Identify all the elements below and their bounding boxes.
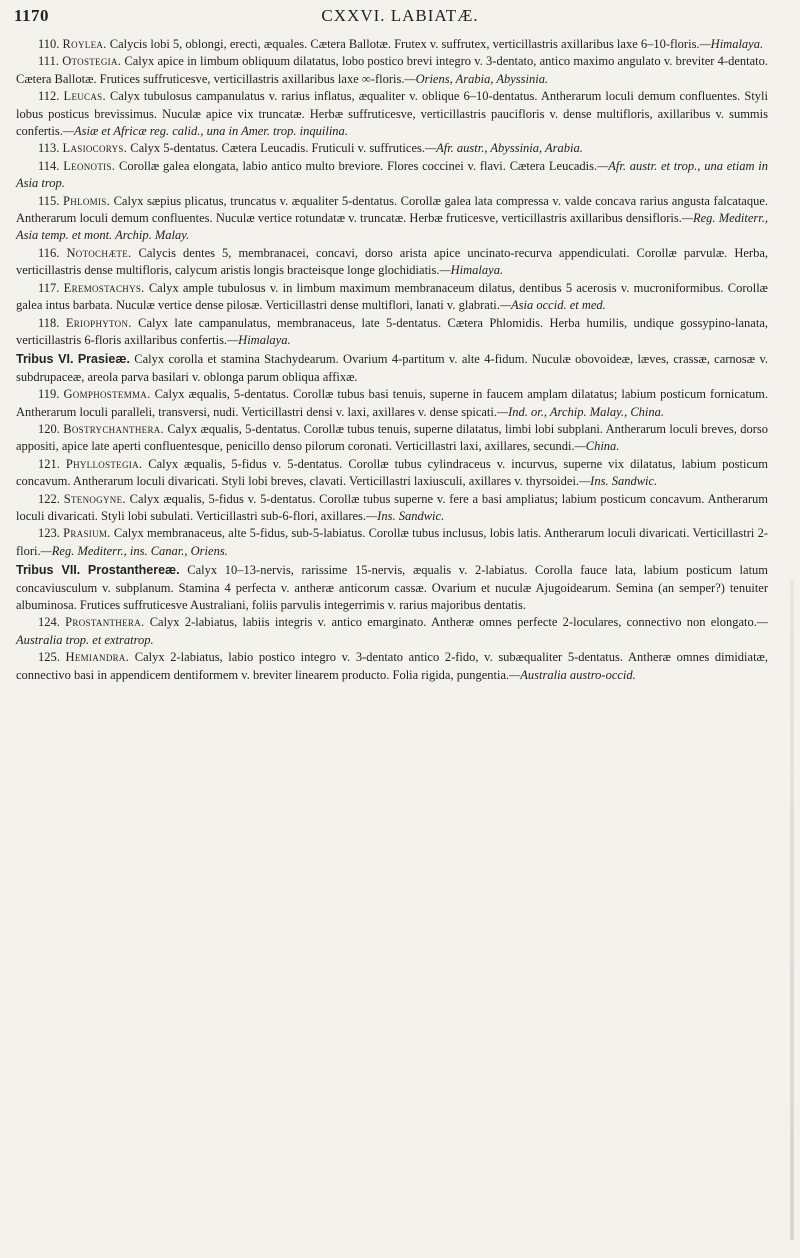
genus-paragraph [16, 315, 768, 350]
genus-name: Roylea. [62, 37, 107, 51]
distribution-text: —Australia trop. et extratrop. [16, 615, 769, 647]
genus-paragraph [16, 140, 768, 157]
description-text: Calyx æqualis, 5-dentatus. Corollæ tubus basi tenuis, superne in faucem amplam dilatatus; labium posticum fornicatum. Antherarum loculi paralleli, transversi, nudi. Verticillastri densi v. laxi, axillares v. dense spicati. [16, 387, 769, 419]
genus-paragraph [16, 53, 768, 88]
tribe-number: Tribus VII. [16, 563, 81, 578]
genus-paragraph [16, 193, 768, 245]
description-text: Calyx æqualis, 5-dentatus. Corollæ tubus tenuis, superne dilatatus, limbi lobi subplani. Antherarum loculi breves, dorso appositi, apice late aperti confluentesque, penicillo denso pilorum coronati. Verticillastri laxi, axillares, secundi. [16, 421, 768, 454]
genus-paragraph [16, 386, 768, 421]
genus-number: 125. [38, 650, 60, 665]
tribe-paragraph [16, 562, 768, 614]
distribution-text: —Oriens, Arabia, Abyssinia. [404, 71, 549, 86]
genus-name: Leucas. [63, 89, 106, 104]
distribution-text: —Himalaya. [699, 37, 764, 51]
description-text: Calyx æqualis, 5-fidus v. 5-dentatus. Corollæ tubus superne v. fere a basi ampliatus; labium posticum concavum. Antherarum loculi divaricati. Styli lobi subulati. Verticillastri sub-6-flori, axillares. [16, 491, 769, 523]
description-text: Calycis dentes 5, membranacei, concavi, dorso arista apice uncinato-recurva appendiculati. Corollæ parvulæ. Herba, verticillastris dense multifloris, calycum aristis longis bracteisque longe glochidiatis. [16, 245, 768, 278]
description-text: Calyx 2-labiatus, labiis integris v. antico emarginato. Antheræ omnes perfecte 2-loculares, connectivo non elongato. [149, 615, 757, 630]
distribution-text: —Reg. Mediterr., Asia temp. et mont. Archip. Malay. [16, 211, 768, 243]
genus-paragraph [16, 614, 768, 649]
description-text: Calyx corolla et stamina Stachydearum. Ovarium 4-partitum v. alte 4-fidum. Nuculæ obovoideæ, læves, crassæ, carnosæ v. subdrupaceæ, areola parva basilari v. oblonga parum obliqua affixæ. [16, 352, 769, 384]
description-text: Calyx æqualis, 5-fidus v. 5-dentatus. Corollæ tubus cylindraceus v. incurvus, superne vix dilatatus, labium posticum concavum. Antherarum loculi divaricati. Styli lobi breves, clavati. Verticillastri laxiusculi, axillares v. thyrsoidei. [16, 456, 769, 489]
description-text: Calyx apice in limbum obliquum dilatatus, lobo postico brevi integro v. 3-dentato, antico maximo angulato v. breviter 4-dentato. Cætera Ballotæ. Frutices suffruticesve, verticillastris axillaribus laxe ∞-floris. [16, 54, 769, 86]
genus-name: Lasiocorys. [62, 141, 128, 156]
genus-name: Prostanthera. [65, 615, 145, 630]
genus-number: 117. [38, 280, 60, 295]
genus-paragraph [16, 245, 768, 280]
distribution-text: —Ins. Sandwic. [579, 474, 658, 489]
genus-name: Hemiandra. [65, 650, 130, 665]
genus-number: 111. [38, 54, 59, 69]
distribution-text: —Australia austro-occid. [509, 667, 636, 682]
description-text: Calyx tubulosus campanulatus v. rarius inflatus, æqualiter v. oblique 6–10-dentatus. Antherarum loculi demum confluentes. Styli lobus posticus brevissimus. Nuculæ apice vix truncatæ. Herbæ suffruticesve, verticillastris paucifloris v. dense multifloris, axillaribus v. summis confertis. [16, 89, 768, 139]
distribution-text: —Afr. austr., Abyssinia, Arabia. [424, 141, 583, 156]
genus-number: 123. [38, 526, 60, 541]
distribution-text: —Reg. Mediterr., ins. Canar., Oriens. [40, 543, 228, 558]
genus-number: 119. [38, 387, 60, 402]
page-body [16, 36, 768, 684]
genus-paragraph [16, 421, 768, 456]
page-edge-shadow [790, 580, 794, 1240]
genus-number: 116. [38, 245, 60, 260]
description-text: Calyx sæpius plicatus, truncatus v. æqualiter 5-dentatus. Corollæ galea lata compressa v. valde concava rarius angusta falcataque. Antherarum loculi demum confluentes. Nuculæ vertice rotundatæ v. truncatæ. Herbæ fruticesve, verticillastris axillaribus densifloris. [16, 193, 769, 226]
description-text: Calyx membranaceus, alte 5-fidus, sub-5-labiatus. Corollæ tubus inclusus, lobis latis. Antherarum loculi divaricati. Verticillastri 2-flori. [16, 526, 768, 558]
genus-number: 115. [38, 193, 60, 208]
tribe-number: Tribus VI. [16, 352, 74, 367]
genus-number: 120. [38, 421, 60, 436]
distribution-text: —Asiæ et Africæ reg. calid., una in Amer. trop. inquilina. [62, 124, 348, 139]
genus-name: Gomphostemma. [63, 387, 151, 402]
genus-paragraph [16, 36, 768, 53]
genus-paragraph [16, 280, 768, 315]
distribution-text: —Ind. or., Archip. Malay., China. [497, 404, 665, 419]
description-text: Corollæ galea elongata, labio antico multo breviore. Flores coccinei v. flavi. Cætera Leucadis. [118, 158, 598, 173]
genus-number: 122. [38, 491, 60, 506]
page-number: 1170 [14, 6, 50, 25]
genus-paragraph [16, 525, 768, 560]
genus-name: Phyllostegia. [65, 456, 143, 471]
page-header [0, 6, 800, 28]
genus-name: Eriophyton. [65, 315, 132, 330]
genus-name: Eremostachys. [63, 280, 145, 295]
chapter-title: CXXVI. LABIATÆ. [321, 6, 479, 25]
distribution-text: —Himalaya. [439, 263, 504, 278]
genus-name: Stenogyne. [63, 491, 126, 506]
genus-name: Phlomis. [63, 193, 110, 208]
distribution-text: —China. [574, 439, 620, 454]
description-text: Calyx ample tubulosus v. in limbum maximum membranaceum dilatus, dentibus 5 acerosis v. mucroniformibus. Corollæ galea intus barbata. Nuculæ vertice dense pilosæ. Verticillastri dense multiflori, lanati v. glabrati. [16, 280, 769, 313]
genus-number: 113. [38, 141, 60, 156]
genus-name: Leonotis. [63, 158, 116, 173]
genus-name: Notochæte. [66, 245, 132, 260]
genus-paragraph [16, 158, 768, 193]
genus-paragraph [16, 649, 768, 684]
description-text: Calyx late campanulatus, membranaceus, late 5-dentatus. Cætera Phlomidis. Herba humilis, undique gossypino-lanata, verticillastris 6-floris axillaribus confertis. [16, 315, 768, 347]
description-text: Calycis lobi 5, oblongi, erecti, æquales. Cætera Ballotæ. Frutex v. suffrutex, verticillastris axillaribus laxe 6–10-floris. [109, 37, 700, 51]
genus-number: 114. [38, 158, 60, 173]
description-text: Calyx 5-dentatus. Cætera Leucadis. Fruticuli v. suffrutices. [130, 141, 425, 156]
genus-name: Bostrychanthera. [63, 421, 164, 436]
genus-number: 121. [38, 456, 60, 471]
description-text: Calyx 2-labiatus, labio postico integro v. 3-dentato antico 2-fido, v. subæqualiter 5-dentatus. Antheræ omnes dimidiatæ, connectivo basi in appendicem dentiformem v. breviter linearem producto. Folia rigida, pungentia. [16, 650, 768, 682]
distribution-text: —Asia occid. et med. [499, 298, 606, 313]
tribe-name: Prostanthereæ. [87, 563, 180, 578]
genus-number: 124. [38, 615, 60, 630]
genus-name: Prasium. [63, 526, 111, 541]
genus-paragraph [16, 456, 768, 491]
distribution-text: —Afr. austr. et trop., una etiam in Asia trop. [16, 158, 769, 191]
genus-number: 112. [38, 89, 60, 104]
genus-number: 110. [38, 37, 60, 51]
genus-paragraph [16, 491, 768, 526]
genus-number: 118. [38, 315, 60, 330]
genus-name: Otostegia. [62, 54, 122, 69]
distribution-text: —Himalaya. [227, 332, 291, 347]
genus-paragraph [16, 88, 768, 140]
tribe-name: Prasieæ. [77, 352, 130, 367]
distribution-text: —Ins. Sandwic. [366, 508, 445, 523]
tribe-paragraph [16, 351, 768, 386]
description-text: Calyx 10–13-nervis, rarissime 15-nervis, æqualis v. 2-labiatus. Corolla fauce lata, labium posticum latum concaviusculum v. subplanum. Stamina 4 perfecta v. antheræ anticorum cassæ. Ovarium et nuculæ Ajugoidearum. Semina (an semper?) tenuiter albuminosa. Frutices suffruticesve Australiani, foliis parvulis integerrimis v. rarius majoribus dentatis. [16, 563, 769, 612]
